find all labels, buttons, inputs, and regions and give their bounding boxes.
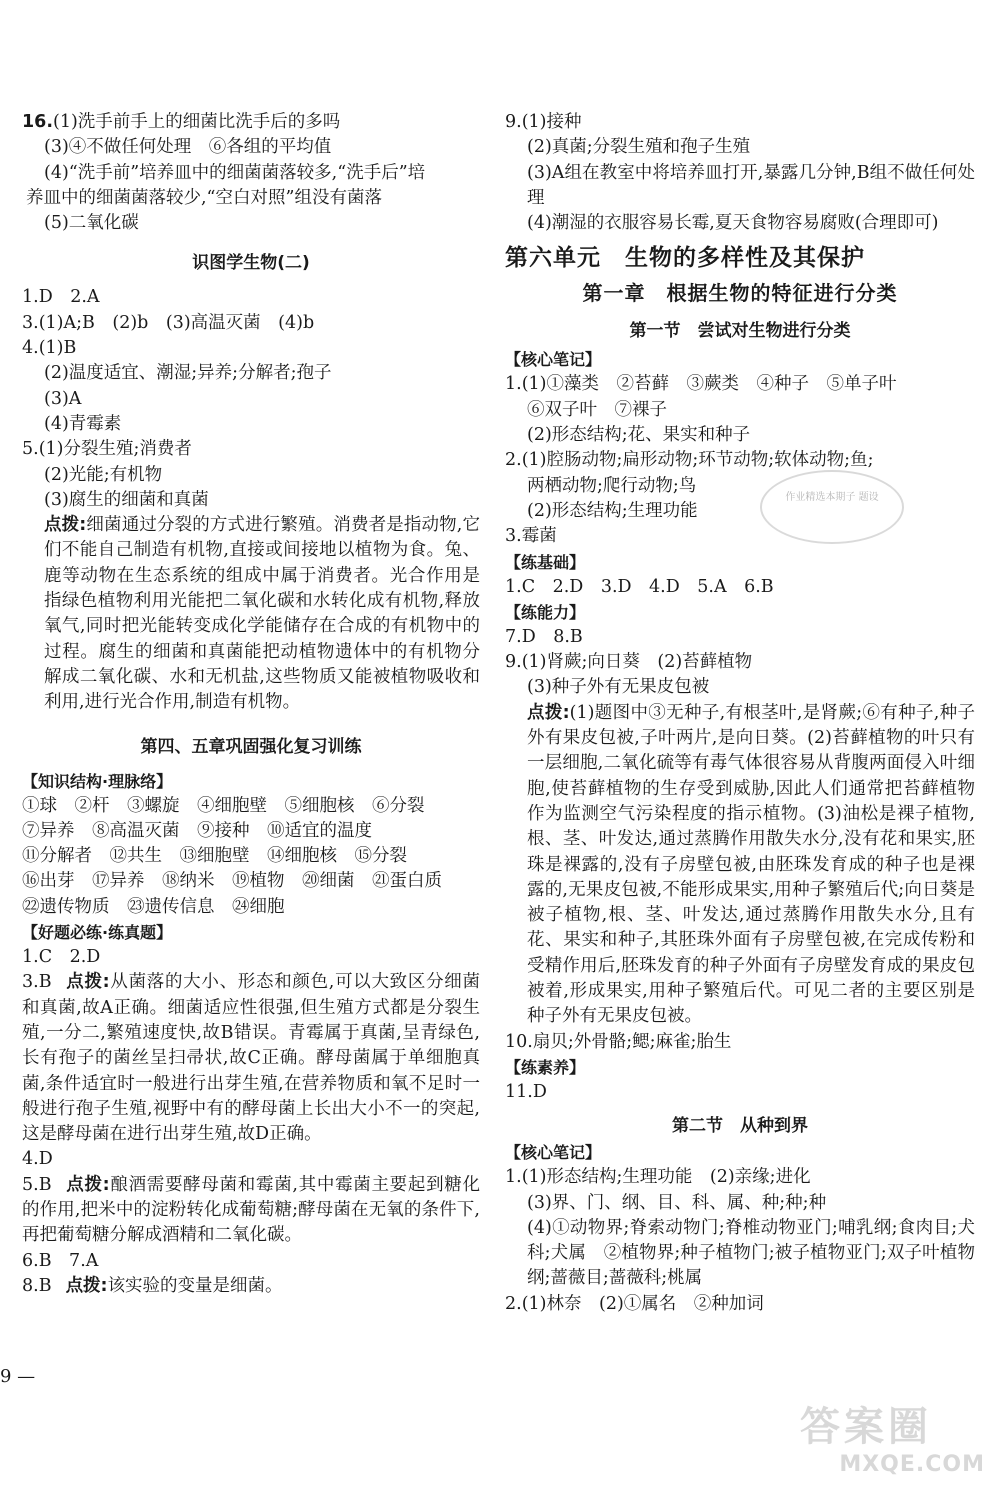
basic-answers: 1.C 2.D 3.D 4.D 5.A 6.B bbox=[505, 576, 774, 597]
ability-practice-title: 【练能力】 bbox=[505, 602, 586, 622]
knowledge-structure-title: 【知识结构·理脉络】 bbox=[22, 771, 173, 791]
core-notes-title: 【核心笔记】 bbox=[505, 350, 602, 370]
section-title-review: 第四、五章巩固强化复习训练 bbox=[140, 736, 362, 757]
core-2c: (2)形态结构;生理功能 bbox=[527, 500, 698, 521]
core2-2: 2.(1)林奈 (2)①属名 ②种加词 bbox=[505, 1293, 764, 1314]
core2-1b: (3)界、门、纲、目、科、属、种;种;种 bbox=[527, 1192, 827, 1213]
practice-answer-6: 6.B 7.A bbox=[22, 1250, 99, 1271]
page-number: 9 — bbox=[0, 1366, 36, 1387]
section-title-identify-biology: 识图学生物(二) bbox=[192, 253, 310, 274]
s1-answer-4-2: (2)温度适宜、潮湿;异养;分解者;孢子 bbox=[44, 363, 332, 384]
core2-1a: 1.(1)形态结构;生理功能 (2)亲缘;进化 bbox=[505, 1167, 811, 1188]
s1-answer-4-3: (3)A bbox=[44, 388, 82, 409]
right-column bbox=[505, 110, 975, 1317]
section-title-species: 第二节 从种到界 bbox=[672, 1116, 808, 1137]
knowledge-line-5: ㉒遗传物质 ㉓遗传信息 ㉔细胞 bbox=[22, 896, 285, 917]
q9-line-1: 9.(1)接种 bbox=[505, 112, 582, 132]
literacy-answer: 11.D bbox=[505, 1081, 547, 1102]
q16-line-4: 养皿中的细菌菌落较少,“空白对照”组没有菌落 bbox=[26, 187, 382, 208]
literacy-title: 【练素养】 bbox=[505, 1057, 586, 1077]
s1-answer-5-3: (3)腐生的细菌和真菌 bbox=[44, 489, 209, 510]
q9-line-3: (3)A组在教室中将培养皿打开,暴露几分钟,B组不做任何处理 bbox=[527, 162, 975, 208]
ability-answer-9b: (3)种子外有无果皮包被 bbox=[527, 677, 710, 698]
core-notes-title-2: 【核心笔记】 bbox=[505, 1143, 602, 1163]
section-title-classify: 第一节 尝试对生物进行分类 bbox=[629, 321, 851, 342]
basic-practice-title: 【练基础】 bbox=[505, 552, 586, 572]
core-1b: ⑥双子叶 ⑦裸子 bbox=[527, 399, 667, 420]
knowledge-line-4: ⑯出芽 ⑰异养 ⑱纳米 ⑲植物 ⑳细菌 ㉑蛋白质 bbox=[22, 871, 442, 892]
s1-answer-5-2: (2)光能;有机物 bbox=[44, 464, 163, 485]
core-1c: (2)形态结构;花、果实和种子 bbox=[527, 425, 751, 446]
practice-answer-8: 8.B 点拨:该实验的变量是细菌。 bbox=[22, 1275, 283, 1296]
site-watermark: 答案圈 MXQE.COM bbox=[800, 1404, 985, 1477]
practice-answer-3: 3.B 点拨:从菌落的大小、形态和颜色,可以大致区分细菌和真菌,故A正确。细菌适应性很强,但生殖方式都是分裂生殖,一分二,繁殖速度快,故B错误。青霉属于真菌,呈青绿色,长有孢子的菌丝呈扫帚状,故C正确。酵母菌属于单细胞真菌,条件适宜时一般进行出芽生殖,在营养物质和氧不足时一般进行孢子生殖,视野中有的酵母菌上长出大小不一的突起,这是酵母菌在进行出芽生殖,故D正确。 bbox=[22, 972, 480, 1145]
left-column bbox=[22, 110, 480, 1299]
core-2b: 两栖动物;爬行动物;鸟 bbox=[527, 475, 697, 496]
knowledge-line-1: ①球 ②杆 ③螺旋 ④细胞壁 ⑤细胞核 ⑥分裂 bbox=[22, 795, 425, 816]
stamp-mark: 作业精选本期子 题设 bbox=[760, 470, 904, 544]
core-1a: 1.(1)①藻类 ②苔藓 ③蕨类 ④种子 ⑤单子叶 bbox=[505, 374, 897, 395]
q16-line-5: (5)二氧化碳 bbox=[44, 213, 139, 234]
ability-answer-10: 10.扇贝;外骨骼;鳃;麻雀;胎生 bbox=[505, 1031, 732, 1052]
s1-answer-1: 1.D 2.A bbox=[22, 287, 100, 308]
q9-line-4: (4)潮湿的衣服容易长霉,夏天食物容易腐败(合理即可) bbox=[527, 213, 939, 234]
s1-answer-5-1: 5.(1)分裂生殖;消费者 bbox=[22, 439, 192, 460]
s1-answer-4-4: (4)青霉素 bbox=[44, 413, 122, 434]
unit-title: 第六单元 生物的多样性及其保护 bbox=[505, 245, 865, 272]
s1-answer-4-1: 4.(1)B bbox=[22, 338, 77, 359]
core2-1c: (4)①动物界;脊索动物门;脊椎动物亚门;哺乳纲;食肉目;犬科;犬属 ②植物界;种子植物门;被子植物亚门;双子叶植物纲;蔷薇目;蔷薇科;桃属 bbox=[527, 1217, 975, 1289]
knowledge-line-2: ⑦异养 ⑧高温灭菌 ⑨接种 ⑩适宜的温度 bbox=[22, 820, 372, 841]
practice-answer-5: 5.B 点拨:酿酒需要酵母菌和霉菌,其中霉菌主要起到糖化的作用,把米中的淀粉转化成葡萄糖;酵母菌在无氧的条件下,再把葡萄糖分解成酒精和二氧化碳。 bbox=[22, 1174, 480, 1246]
s1-answer-3: 3.(1)A;B (2)b (3)高温灭菌 (4)b bbox=[22, 312, 315, 333]
ability-answers-1: 7.D 8.B bbox=[505, 626, 583, 647]
q16-line-1: 16.(1)洗手前手上的细菌比洗手后的多吗 bbox=[22, 112, 341, 132]
practice-answer-4: 4.D bbox=[22, 1149, 53, 1170]
s1-tip: 点拨:细菌通过分裂的方式进行繁殖。消费者是指动物,它们不能自己制造有机物,直接或间接地以植物为食。兔、鹿等动物在生态系统的组成中属于消费者。光合作用是指绿色植物利用光能把二氧化碳和水转化成有机物,释放氧气,同时把光能转变成化学能储存在合成的有机物中的过程。腐生的细菌和真菌能把动植物遗体中的有机物分解成二氧化碳、水和无机盐,这些物质又能被植物吸收和利用,进行光合作用,制造有机物。 bbox=[44, 515, 481, 713]
q16-line-2: (3)④不做任何处理 ⑥各组的平均值 bbox=[44, 137, 332, 158]
chapter-title: 第一章 根据生物的特征进行分类 bbox=[582, 281, 898, 306]
ability-tip: 点拨:(1)题图中③无种子,有根茎叶,是肾蕨;⑥有种子,种子外有果皮包被,子叶两片,是向日葵。(2)苔藓植物的叶只有一层细胞,二氧化硫等有毒气体很容易从背腹两面侵入叶细胞,使苔藓植物的生存受到威胁,因此人们通常把苔藓植物作为监测空气污染程度的指示植物。(3)油松是裸子植物,根、茎、叶发达,通过蒸腾作用散失水分,没有花和果实,胚珠是裸露的,没有子房壁包被,由胚珠发育成的种子也是裸露的,无果皮包被,不能形成果实,用种子繁殖后代;向日葵是被子植物,根、茎、叶发达,通过蒸腾作用散失水分,且有花、果实和种子,其胚珠外面有子房壁包被,在完成传粉和受精作用后,胚珠发育的种子外面有子房壁发育成的果皮包被着,形成果实,用种子繁殖后代。可见二者的主要区别是种子外有无果皮包被。 bbox=[527, 702, 976, 1027]
q16-line-3: (4)“洗手前”培养皿中的细菌菌落较多,“洗手后”培 bbox=[44, 162, 426, 183]
knowledge-line-3: ⑪分解者 ⑫共生 ⑬细胞壁 ⑭细胞核 ⑮分裂 bbox=[22, 846, 407, 867]
practice-answer-1: 1.C 2.D bbox=[22, 947, 101, 968]
q9-line-2: (2)真菌;分裂生殖和孢子生殖 bbox=[527, 137, 751, 158]
core-3: 3.霉菌 bbox=[505, 526, 557, 547]
practice-title: 【好题必练·练真题】 bbox=[22, 923, 173, 943]
core-2a: 2.(1)腔肠动物;扁形动物;环节动物;软体动物;鱼; bbox=[505, 450, 874, 471]
ability-answer-9a: 9.(1)肾蕨;向日葵 (2)苔藓植物 bbox=[505, 652, 753, 673]
